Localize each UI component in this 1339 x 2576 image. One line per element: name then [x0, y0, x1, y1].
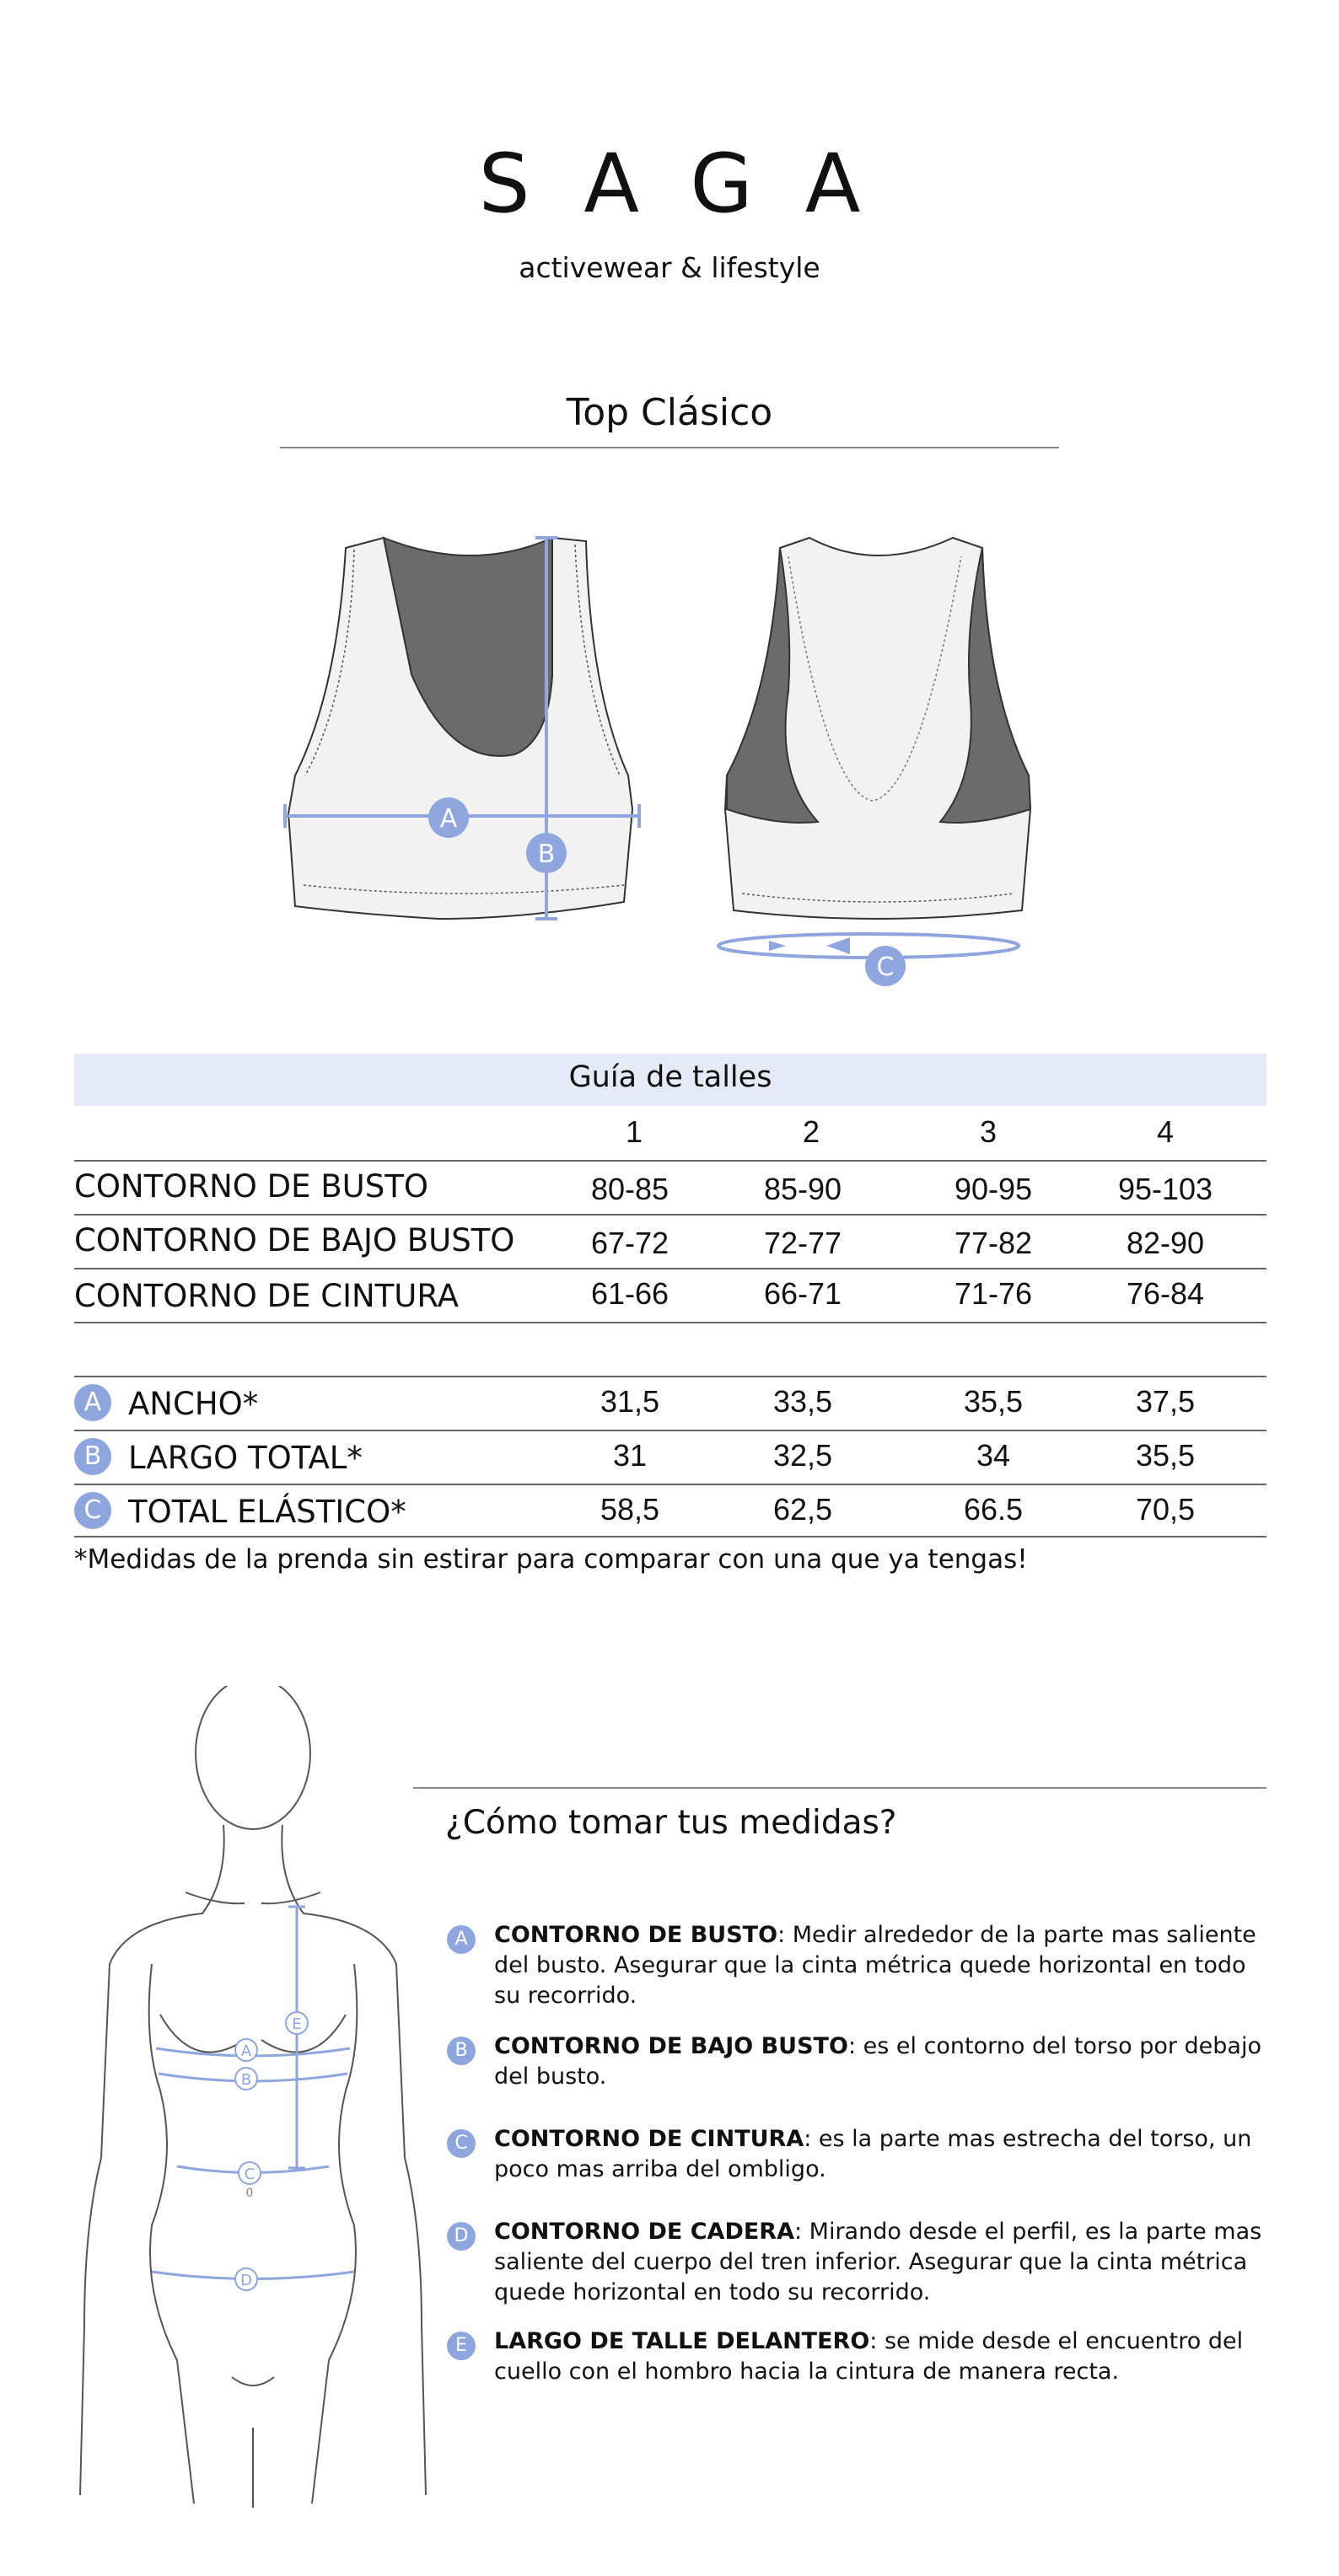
- table-cell: 37,5: [1135, 1384, 1196, 1419]
- instruction-text: : es el contorno del torso por debajo del busto.: [494, 2033, 1261, 2090]
- table-cell: 31: [612, 1438, 648, 1473]
- figure-label-c: C: [244, 2165, 255, 2183]
- howto-divider: [413, 1787, 1266, 1789]
- size-header-3: 3: [979, 1114, 998, 1149]
- table-cell: 61-66: [590, 1276, 670, 1311]
- size-header-2: 2: [802, 1114, 820, 1149]
- size-guide-title: Guía de talles: [568, 1060, 772, 1094]
- table-cell: 66.5: [963, 1492, 1024, 1527]
- table-cell: 66-71: [763, 1276, 842, 1311]
- diagram-label-b: B: [537, 840, 556, 869]
- diagram-label-a: A: [439, 804, 458, 834]
- table-cell: 35,5: [1135, 1438, 1196, 1473]
- figure-label-e: E: [292, 2015, 302, 2033]
- table-cell: 35,5: [963, 1384, 1024, 1419]
- table-divider: [74, 1536, 1266, 1538]
- figure-label-b: B: [240, 2071, 252, 2089]
- body-figure: [51, 1686, 455, 2512]
- table-divider: [74, 1430, 1266, 1431]
- instruction-term: CONTORNO DE BUSTO: [494, 1922, 778, 1948]
- table-divider: [74, 1376, 1266, 1377]
- instruction-item: [494, 2124, 1270, 2185]
- instruction-term: CONTORNO DE CINTURA: [494, 2126, 804, 2152]
- table-cell: 32,5: [772, 1438, 833, 1473]
- size-header-4: 4: [1156, 1114, 1175, 1149]
- instruction-badge: B: [447, 2037, 476, 2065]
- figure-label-a: A: [240, 2042, 252, 2060]
- table-cell: 58,5: [600, 1492, 660, 1527]
- figure-label-d: D: [240, 2272, 252, 2289]
- instruction-item: [494, 2031, 1270, 2092]
- table-cell: 34: [976, 1438, 1011, 1473]
- instruction-item: [494, 1920, 1270, 2011]
- instruction-term: CONTORNO DE BAJO BUSTO: [494, 2033, 848, 2059]
- instruction-badge: C: [447, 2129, 476, 2158]
- footnote: *Medidas de la prenda sin estirar para comparar con una que ya tengas!: [74, 1544, 1028, 1575]
- table-cell: 31,5: [600, 1384, 660, 1419]
- table-cell: 95-103: [1117, 1172, 1213, 1206]
- row-label-bajo-busto: CONTORNO DE BAJO BUSTO: [74, 1222, 515, 1258]
- table-cell: 85-90: [763, 1172, 842, 1206]
- badge-a: A: [74, 1384, 111, 1421]
- row-label-total-elastico: TOTAL ELÁSTICO*: [128, 1494, 406, 1530]
- instruction-text: : se mide desde el encuentro del cuello con el hombro hacia la cintura de manera recta.: [494, 2328, 1244, 2385]
- row-label-largo-total: LARGO TOTAL*: [128, 1440, 363, 1476]
- instruction-text: : Mirando desde el perfil, es la parte mas saliente del cuerpo del tren inferior. Asegurar que la cinta métrica quede horizontal en todo su recorrido.: [494, 2219, 1262, 2305]
- table-cell: 90-95: [954, 1172, 1033, 1206]
- size-header-1: 1: [625, 1114, 643, 1149]
- instruction-term: CONTORNO DE CADERA: [494, 2219, 794, 2245]
- table-cell: 67-72: [590, 1226, 670, 1260]
- diagram-label-c: C: [876, 953, 895, 982]
- howto-title: ¿Cómo tomar tus medidas?: [445, 1804, 897, 1842]
- instruction-text: : Medir alrededor de la parte mas saliente del busto. Asegurar que la cinta métrica quede horizontal en todo su recorrido.: [494, 1922, 1256, 2009]
- instruction-term: LARGO DE TALLE DELANTERO: [494, 2328, 870, 2354]
- table-cell: 76-84: [1126, 1276, 1205, 1311]
- title-divider: [280, 447, 1059, 448]
- table-divider: [74, 1214, 1266, 1216]
- table-divider: [74, 1322, 1266, 1323]
- table-cell: 33,5: [772, 1384, 833, 1419]
- figure-navel-label: 0: [245, 2187, 254, 2200]
- instruction-text: : es la parte mas estrecha del torso, un poco mas arriba del ombligo.: [494, 2126, 1252, 2182]
- table-cell: 70,5: [1135, 1492, 1196, 1527]
- instruction-badge: E: [447, 2332, 476, 2360]
- instruction-item: [494, 2326, 1270, 2387]
- badge-c: C: [74, 1492, 111, 1529]
- row-label-ancho: ANCHO*: [128, 1386, 259, 1422]
- row-label-cintura: CONTORNO DE CINTURA: [74, 1278, 459, 1314]
- instruction-item: [494, 2217, 1270, 2308]
- front-view-illustration: [285, 538, 639, 919]
- table-cell: 82-90: [1126, 1226, 1205, 1260]
- brand-logo: SAGA: [478, 137, 913, 231]
- table-divider: [74, 1484, 1266, 1485]
- instruction-badge: D: [447, 2222, 476, 2251]
- table-cell: 80-85: [590, 1172, 670, 1206]
- table-divider: [74, 1160, 1266, 1162]
- table-cell: 77-82: [954, 1226, 1033, 1260]
- garment-diagram: [270, 523, 1079, 995]
- badge-b: B: [74, 1438, 111, 1475]
- table-divider: [74, 1268, 1266, 1269]
- row-label-busto: CONTORNO DE BUSTO: [74, 1168, 428, 1205]
- table-cell: 71-76: [954, 1276, 1033, 1311]
- brand-tagline: activewear & lifestyle: [519, 251, 820, 284]
- table-cell: 72-77: [763, 1226, 842, 1260]
- instruction-badge: A: [447, 1925, 476, 1954]
- back-view-illustration: [718, 538, 1030, 986]
- table-cell: 62,5: [772, 1492, 833, 1527]
- product-title: Top Clásico: [566, 391, 773, 434]
